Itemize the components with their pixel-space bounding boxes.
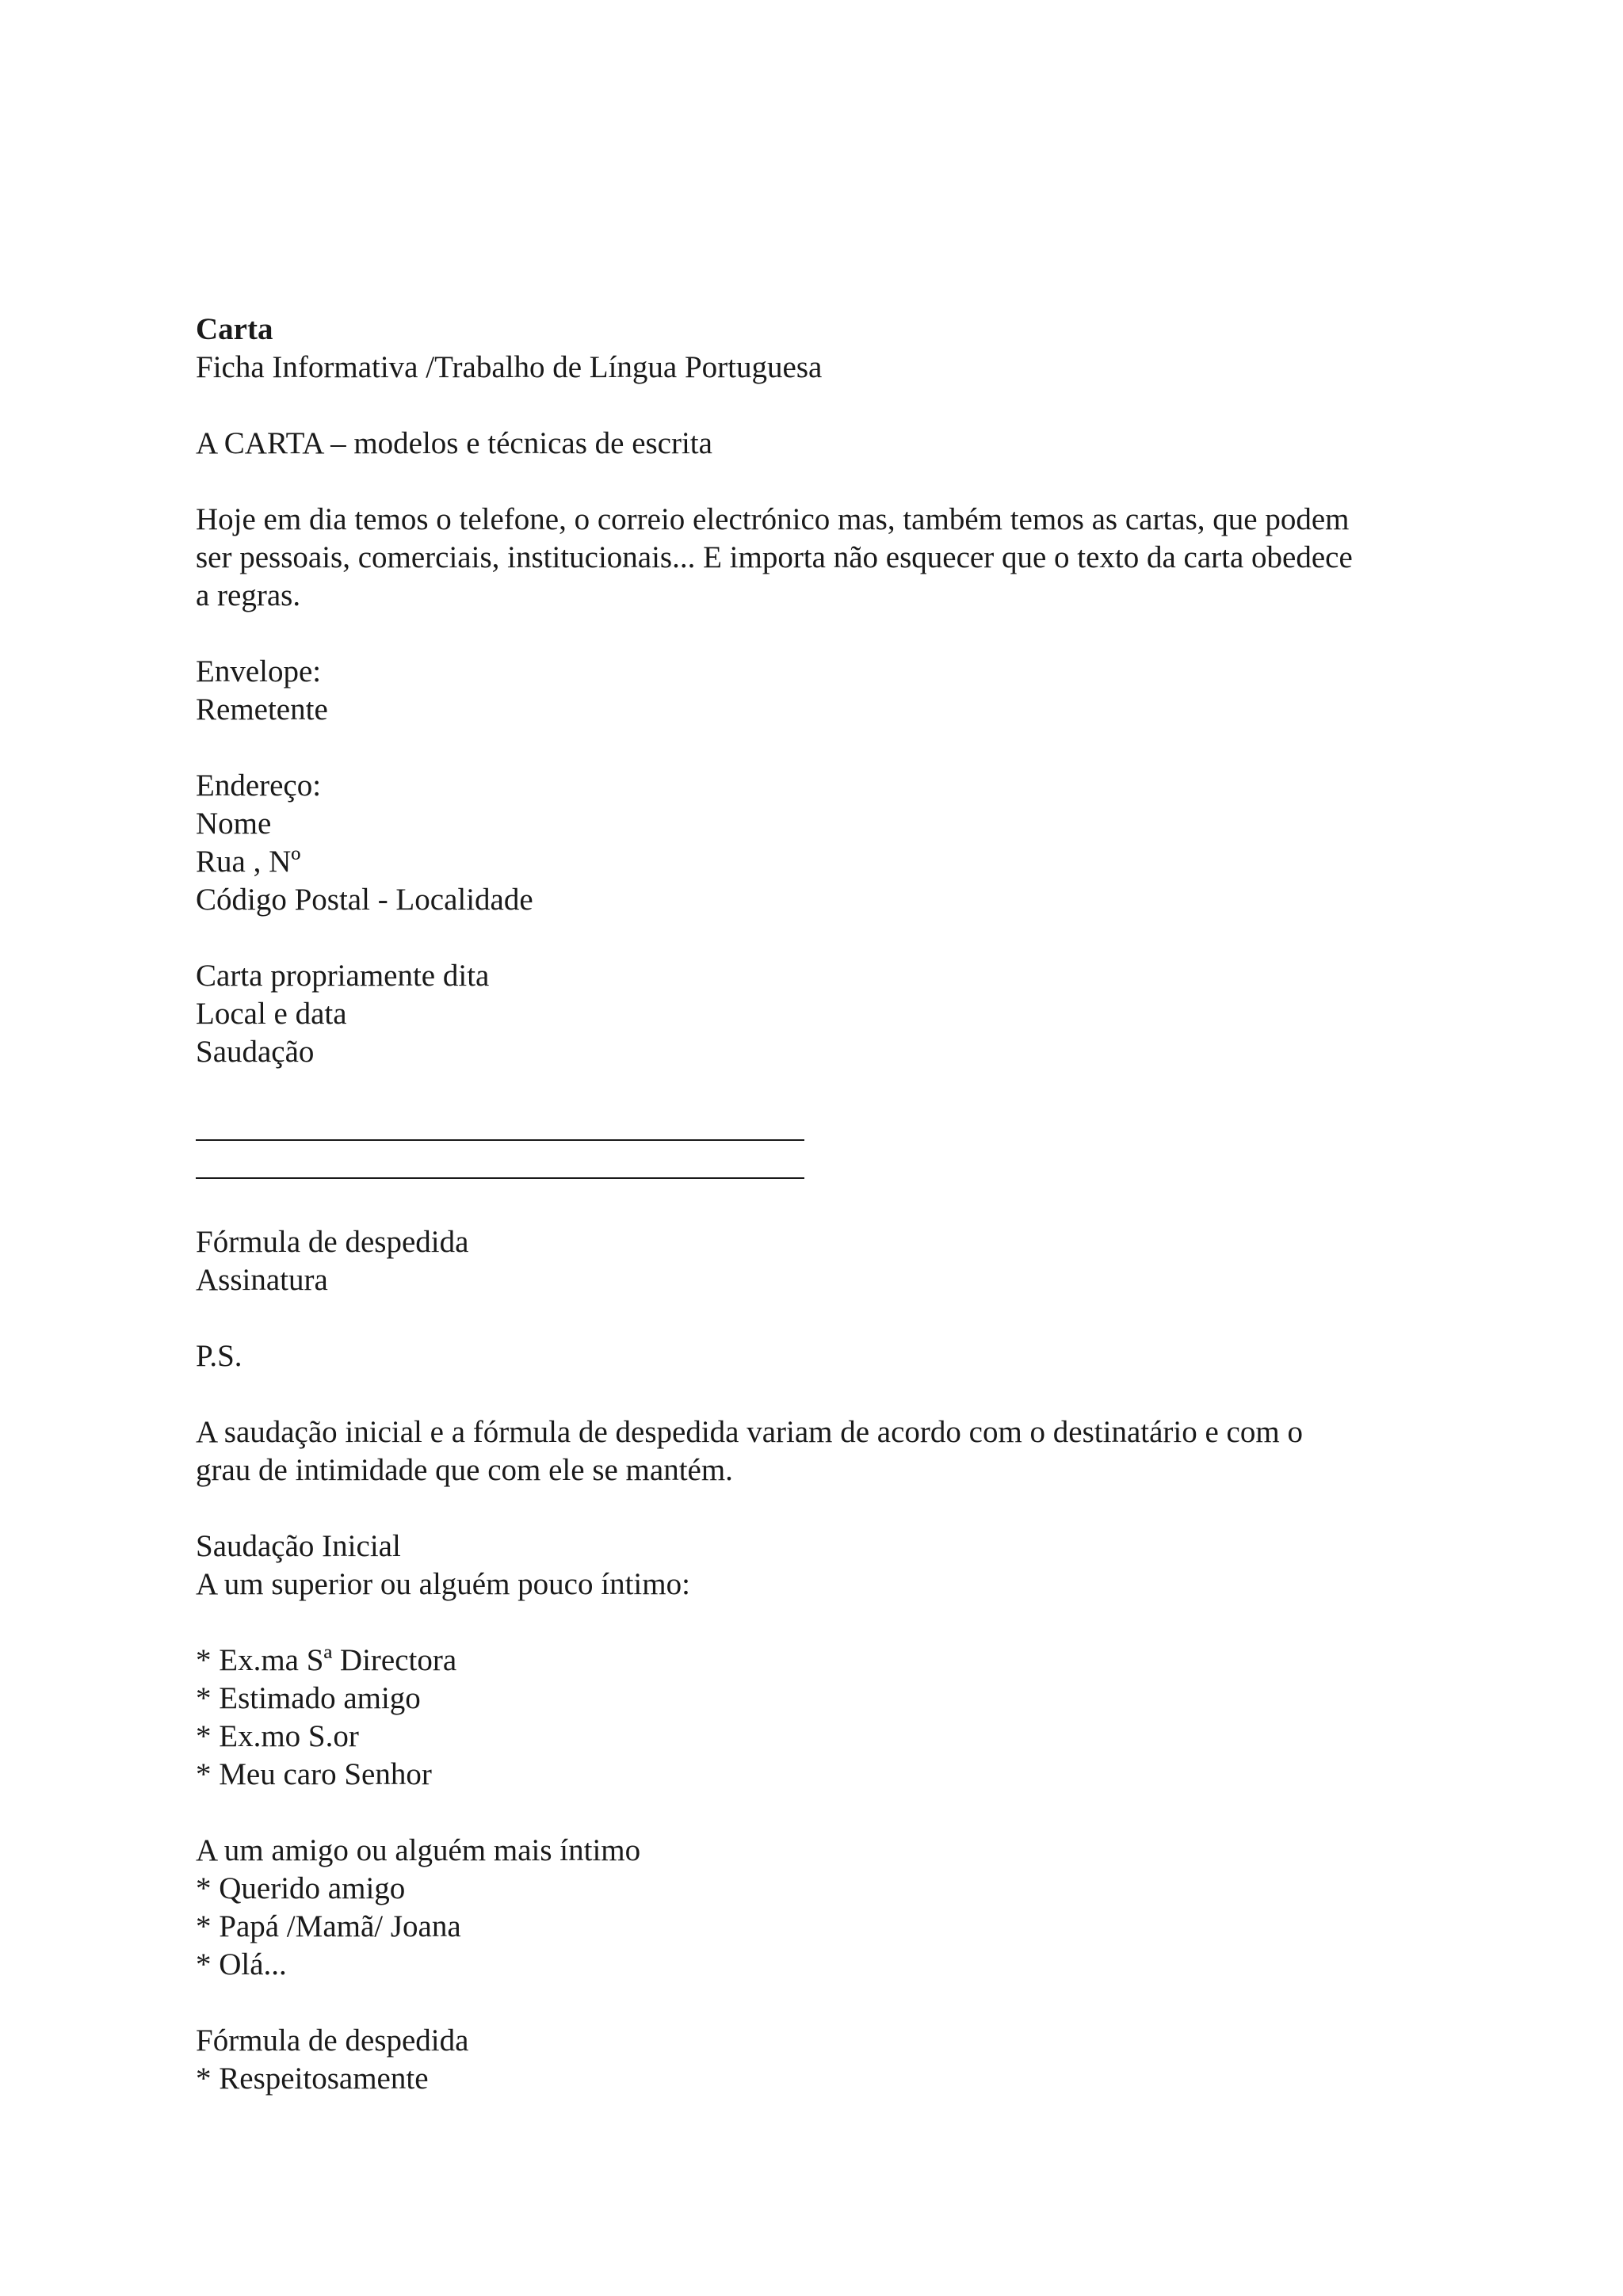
list-item: * Meu caro Senhor — [196, 1757, 432, 1791]
underline — [196, 1177, 804, 1179]
intro-paragraph-line: a regras. — [196, 578, 301, 612]
address-line: Rua , Nº — [196, 845, 301, 879]
letter-line: Saudação — [196, 1035, 315, 1069]
farewell-section-title: Fórmula de despedida — [196, 2023, 469, 2058]
spacer — [196, 1185, 1448, 1223]
intro-paragraph-line: ser pessoais, comerciais, institucionais... E importa não esquecer que o texto da carta obedece — [196, 540, 1353, 574]
spacer — [196, 1604, 1448, 1642]
note-paragraph-line: A saudação inicial e a fórmula de despedida variam de acordo com o destinatário e com o — [196, 1415, 1303, 1449]
spacer — [196, 1489, 1448, 1527]
list-item: * Ex.ma Sª Directora — [196, 1643, 457, 1677]
spacer — [196, 1984, 1448, 2022]
spacer — [196, 1071, 1448, 1109]
body-placeholder-rule — [196, 1147, 1448, 1185]
document-title: Carta — [196, 312, 273, 346]
list-item: * Querido amigo — [196, 1871, 406, 1905]
section-heading: A CARTA – modelos e técnicas de escrita — [196, 426, 712, 460]
list-item: * Olá... — [196, 1947, 287, 1981]
address-line: Código Postal - Localidade — [196, 883, 533, 917]
greeting-section-title: Saudação Inicial — [196, 1529, 401, 1563]
list-item: * Estimado amigo — [196, 1681, 421, 1715]
closing-line: Assinatura — [196, 1263, 328, 1297]
list-item: * Respeitosamente — [196, 2061, 429, 2096]
intro-paragraph-line: Hoje em dia temos o telefone, o correio electrónico mas, também temos as cartas, que podem — [196, 502, 1350, 536]
document-body — [196, 311, 1448, 2098]
address-line: Nome — [196, 807, 272, 841]
letter-line: Local e data — [196, 997, 347, 1031]
spacer — [196, 615, 1448, 653]
spacer — [196, 1299, 1448, 1337]
spacer — [196, 919, 1448, 957]
spacer — [196, 1375, 1448, 1413]
list-item: * Papá /Mamã/ Joana — [196, 1909, 461, 1943]
envelope-sender: Remetente — [196, 692, 328, 727]
spacer — [196, 729, 1448, 767]
letter-label: Carta propriamente dita — [196, 959, 490, 993]
body-placeholder-rule — [196, 1109, 1448, 1147]
note-paragraph-line: grau de intimidade que com ele se mantém. — [196, 1453, 733, 1487]
address-label: Endereço: — [196, 769, 322, 803]
envelope-label: Envelope: — [196, 654, 322, 688]
postscript: P.S. — [196, 1339, 242, 1373]
list-item: * Ex.mo S.or — [196, 1719, 359, 1753]
underline — [196, 1139, 804, 1141]
informal-greeting-intro: A um amigo ou alguém mais íntimo — [196, 1833, 641, 1867]
formal-greeting-intro: A um superior ou alguém pouco íntimo: — [196, 1567, 690, 1601]
spacer — [196, 1794, 1448, 1832]
document-subtitle: Ficha Informativa /Trabalho de Língua Portuguesa — [196, 350, 823, 384]
spacer — [196, 387, 1448, 425]
closing-line: Fórmula de despedida — [196, 1225, 469, 1259]
spacer — [196, 463, 1448, 501]
